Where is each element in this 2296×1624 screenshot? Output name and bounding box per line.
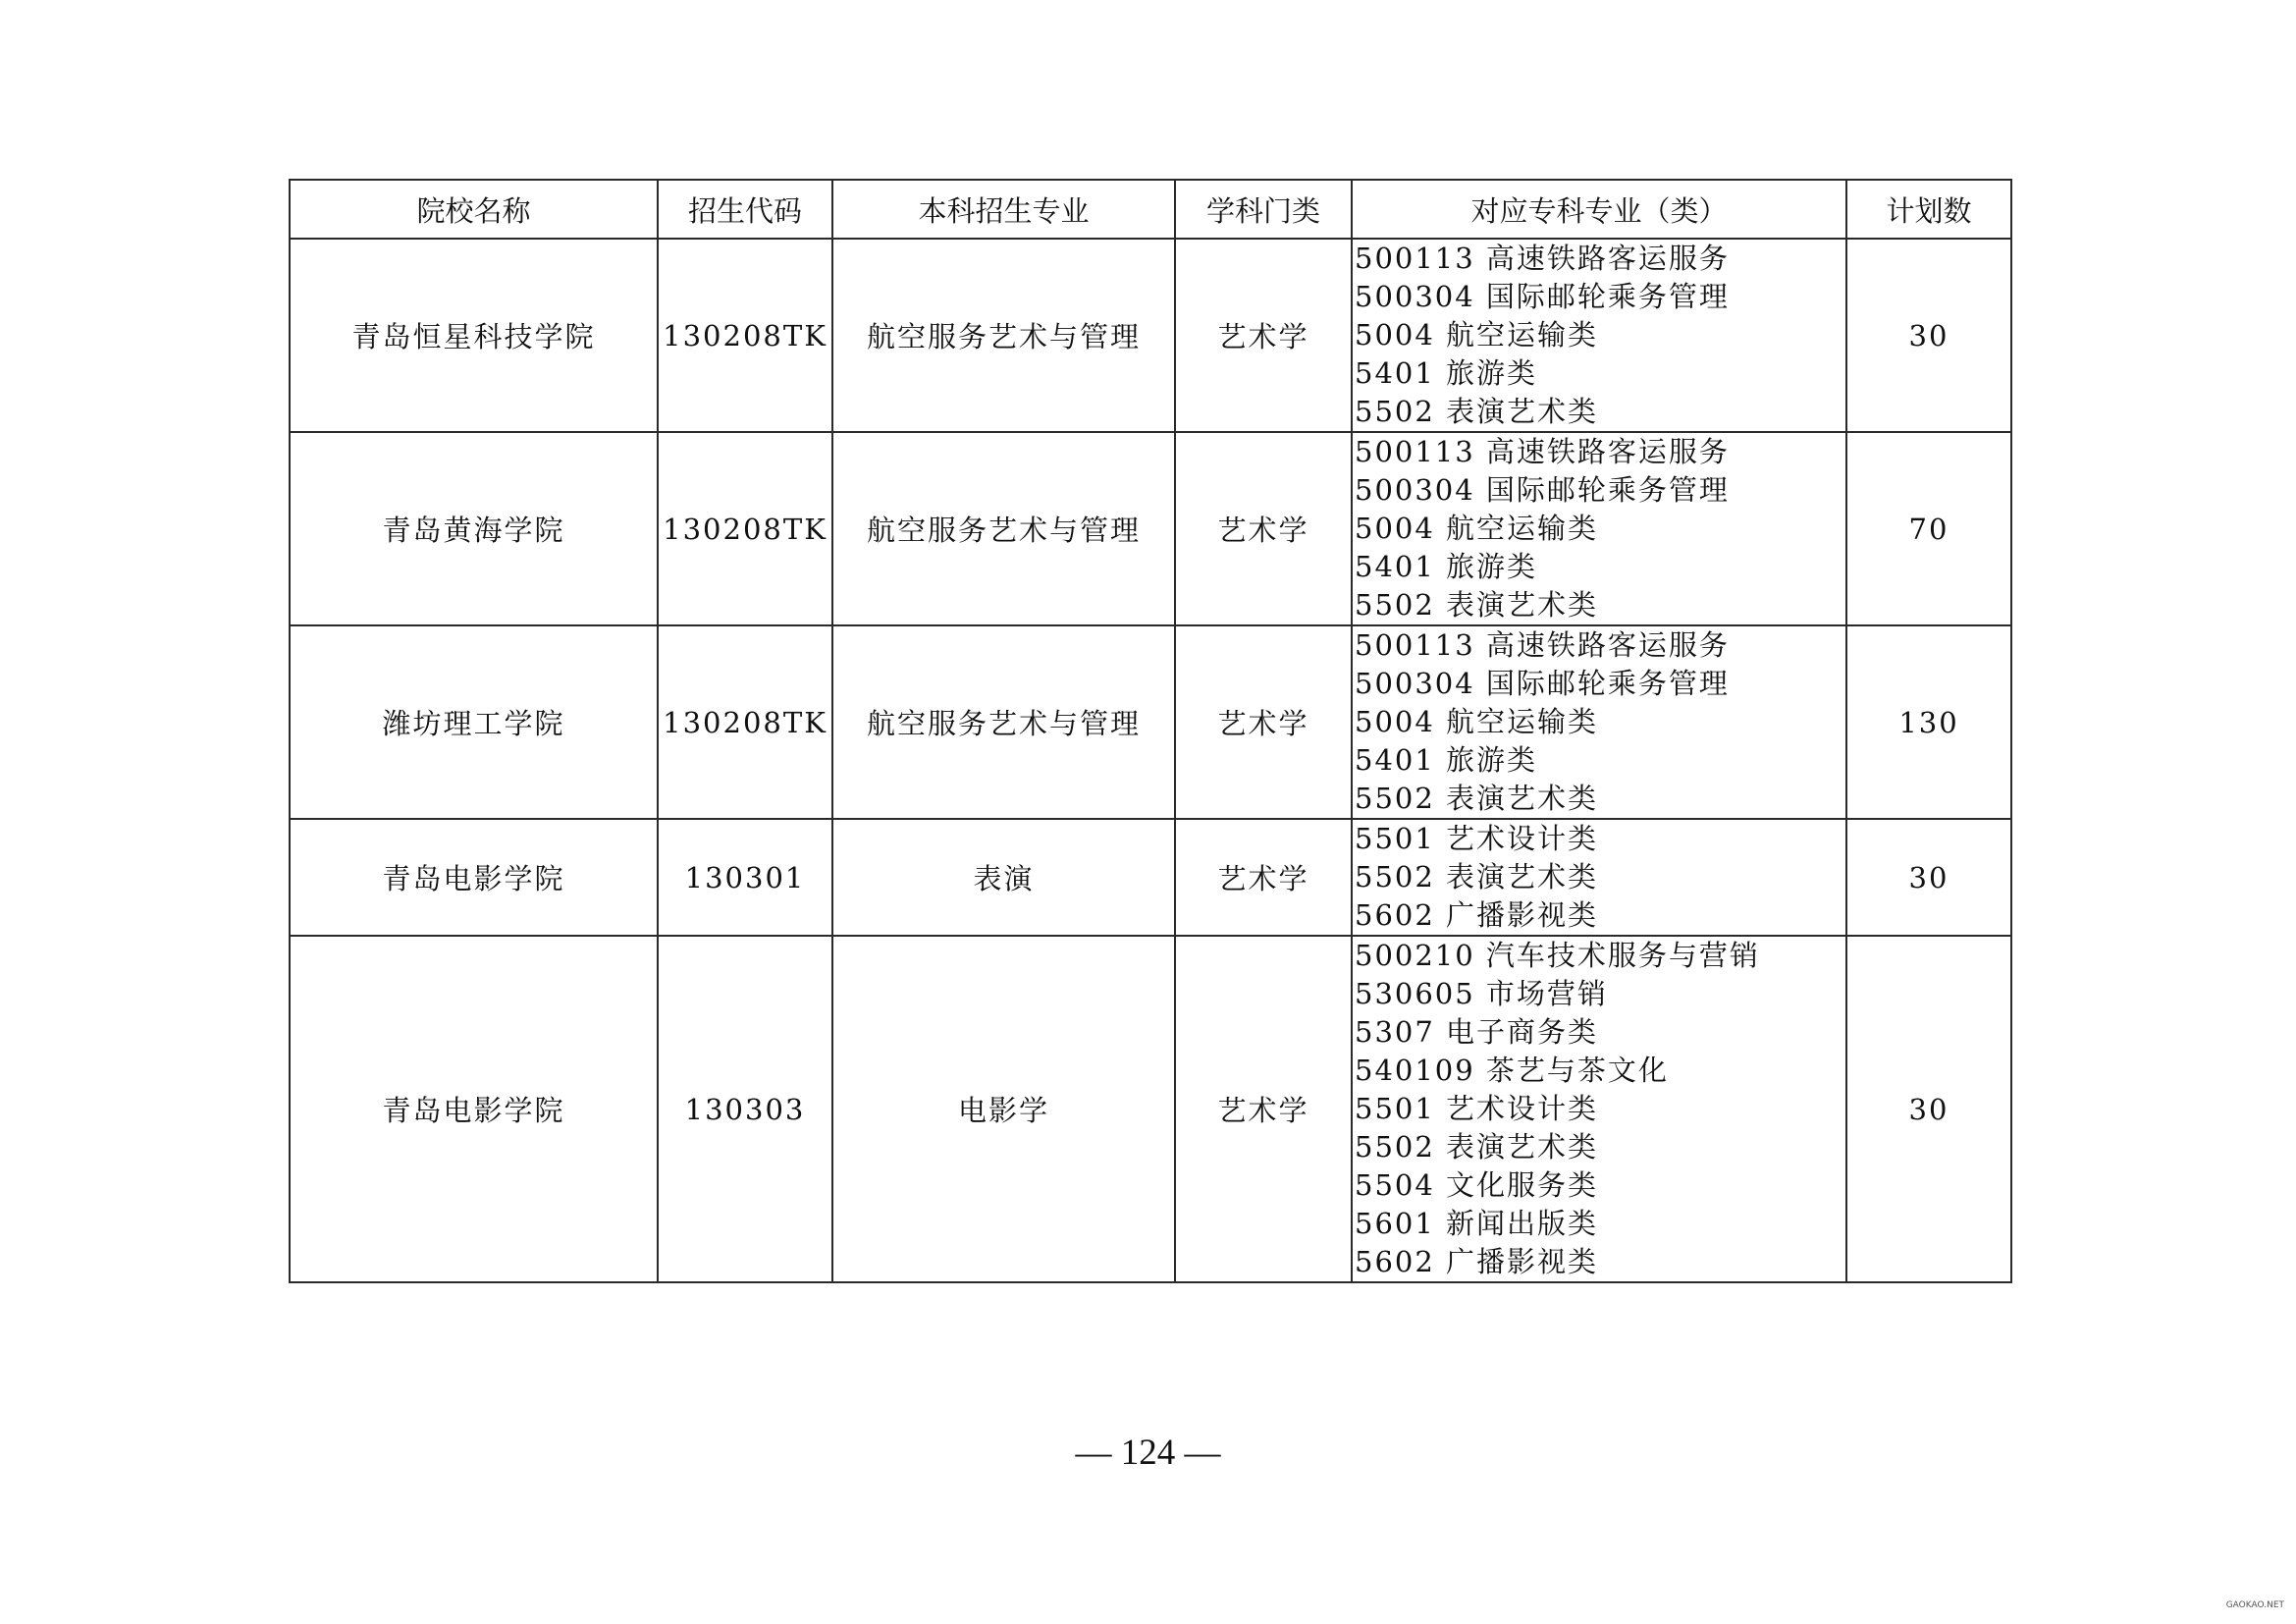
plan-cell: 30 [1846,936,2011,1282]
vocational-major-item: 500304 国际邮轮乘务管理 [1355,667,1730,700]
vocational-major-item: 500304 国际邮轮乘务管理 [1355,473,1730,507]
table-row [290,819,2011,936]
vocational-major-item: 5602 广播影视类 [1355,898,1599,932]
school-cell: 青岛黄海学院 [290,432,658,625]
major-cell: 航空服务艺术与管理 [832,432,1175,625]
vocational-major-item: 5502 表演艺术类 [1355,395,1599,428]
major-cell: 航空服务艺术与管理 [832,239,1175,432]
vocational-major-item: 500304 国际邮轮乘务管理 [1355,280,1730,313]
page-number: — 124 — [1075,1433,1221,1473]
vocational-major-item: 5504 文化服务类 [1355,1168,1599,1202]
table-body [290,239,2011,1282]
school-cell: 青岛电影学院 [290,936,658,1282]
plan-cell: 30 [1846,239,2011,432]
vocational-major-item: 500210 汽车技术服务与营销 [1355,939,1760,972]
code-cell: 130208TK [658,239,832,432]
category-cell: 艺术学 [1175,432,1352,625]
vocational-cell [1352,625,1846,819]
table-header-row [290,180,2011,239]
header-code: 招生代码 [658,180,832,239]
table-row [290,625,2011,819]
code-cell: 130303 [658,936,832,1282]
vocational-major-item: 5401 旅游类 [1355,550,1538,583]
vocational-major-item: 530605 市场营销 [1355,977,1608,1010]
major-cell: 航空服务艺术与管理 [832,625,1175,819]
vocational-major-item: 5004 航空运输类 [1355,705,1599,738]
vocational-major-item: 5502 表演艺术类 [1355,860,1599,893]
vocational-major-item: 5502 表演艺术类 [1355,782,1599,815]
vocational-cell [1352,432,1846,625]
vocational-cell [1352,239,1846,432]
vocational-major-item: 540109 茶艺与茶文化 [1355,1054,1669,1087]
category-cell: 艺术学 [1175,819,1352,936]
plan-cell: 30 [1846,819,2011,936]
plan-cell: 70 [1846,432,2011,625]
vocational-major-item: 5004 航空运输类 [1355,512,1599,545]
category-cell: 艺术学 [1175,936,1352,1282]
header-plan: 计划数 [1846,180,2011,239]
vocational-major-item: 500113 高速铁路客运服务 [1355,242,1730,275]
table-row [290,936,2011,1282]
vocational-cell [1352,819,1846,936]
enrollment-table [289,179,2012,1283]
vocational-major-item: 5307 电子商务类 [1355,1015,1599,1049]
table-row [290,239,2011,432]
header-category: 学科门类 [1175,180,1352,239]
vocational-major-item: 5401 旅游类 [1355,356,1538,390]
code-cell: 130208TK [658,432,832,625]
vocational-major-item: 500113 高速铁路客运服务 [1355,628,1730,662]
table-row [290,432,2011,625]
school-cell: 青岛恒星科技学院 [290,239,658,432]
vocational-major-item: 5501 艺术设计类 [1355,822,1599,855]
vocational-major-item: 5401 旅游类 [1355,743,1538,777]
watermark: GAOKAO.NET [2225,1600,2284,1610]
code-cell: 130301 [658,819,832,936]
vocational-major-item: 5004 航空运输类 [1355,318,1599,352]
vocational-major-item: 500113 高速铁路客运服务 [1355,435,1730,468]
category-cell: 艺术学 [1175,239,1352,432]
major-cell: 电影学 [832,936,1175,1282]
vocational-major-item: 5601 新闻出版类 [1355,1207,1599,1240]
header-major: 本科招生专业 [832,180,1175,239]
plan-cell: 130 [1846,625,2011,819]
vocational-cell [1352,936,1846,1282]
vocational-major-item: 5502 表演艺术类 [1355,588,1599,622]
school-cell: 青岛电影学院 [290,819,658,936]
school-cell: 潍坊理工学院 [290,625,658,819]
header-vocational: 对应专科专业（类） [1352,180,1846,239]
vocational-major-item: 5602 广播影视类 [1355,1245,1599,1278]
vocational-major-item: 5502 表演艺术类 [1355,1130,1599,1164]
major-cell: 表演 [832,819,1175,936]
code-cell: 130208TK [658,625,832,819]
category-cell: 艺术学 [1175,625,1352,819]
header-school: 院校名称 [290,180,658,239]
vocational-major-item: 5501 艺术设计类 [1355,1092,1599,1125]
